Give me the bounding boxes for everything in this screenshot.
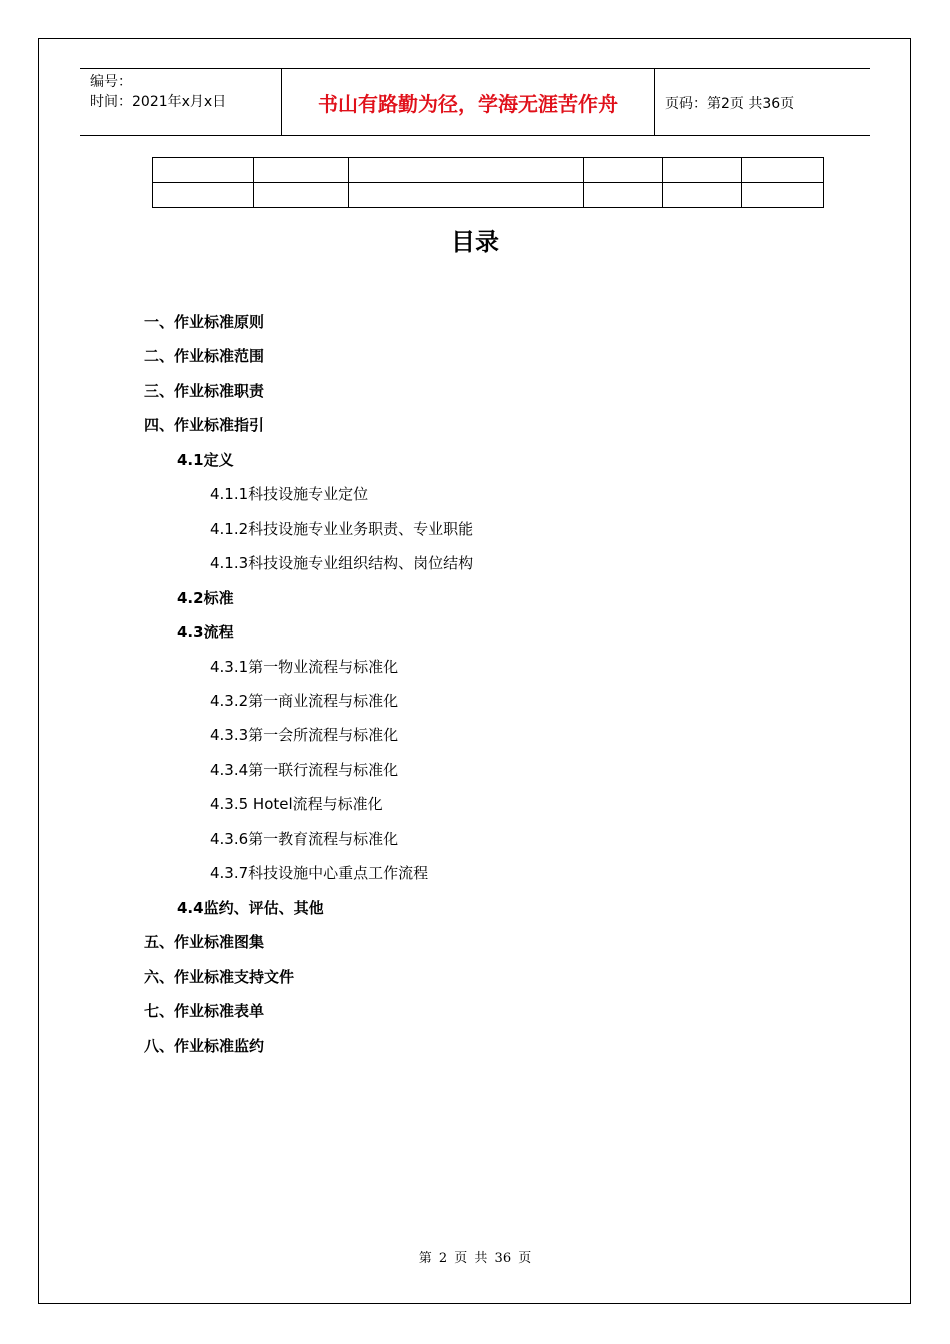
toc-item[interactable]: 4.1.3科技设施专业组织结构、岗位结构 — [210, 554, 474, 572]
toc-item[interactable]: 4.3.2第一商业流程与标准化 — [210, 692, 399, 710]
toc-item[interactable]: 4.1.1科技设施专业定位 — [210, 485, 369, 503]
toc-item[interactable]: 三、作业标准职责 — [144, 382, 265, 400]
table-cell — [742, 158, 824, 183]
page-title: 目录 — [451, 228, 499, 256]
table-cell — [153, 183, 254, 208]
toc-item[interactable]: 4.1.2科技设施专业业务职责、专业职能 — [210, 520, 474, 538]
table-cell — [584, 183, 663, 208]
toc-item[interactable]: 4.3.5 Hotel流程与标准化 — [210, 795, 383, 813]
table-cell — [584, 158, 663, 183]
header-page-number: 页码：第2页 共36页 — [665, 96, 795, 112]
toc-item[interactable]: 4.2标准 — [177, 589, 234, 607]
blank-table — [152, 157, 824, 208]
toc-item[interactable]: 4.3.3第一会所流程与标准化 — [210, 726, 399, 744]
table-cell — [254, 158, 349, 183]
table-cell — [663, 158, 742, 183]
toc-item[interactable]: 四、作业标准指引 — [144, 416, 265, 434]
toc-item[interactable]: 4.3.6第一教育流程与标准化 — [210, 830, 399, 848]
page-footer: 第 2 页 共 36 页 — [418, 1251, 532, 1266]
toc-item[interactable]: 4.4监约、评估、其他 — [177, 899, 324, 917]
header-motto: 书山有路勤为径，学海无涯苦作舟 — [282, 69, 655, 135]
table-row — [153, 158, 824, 183]
toc-item[interactable]: 4.3.1第一物业流程与标准化 — [210, 658, 399, 676]
table-cell — [153, 158, 254, 183]
toc-item[interactable]: 4.3.7科技设施中心重点工作流程 — [210, 864, 429, 882]
toc-item[interactable]: 4.3.4第一联行流程与标准化 — [210, 761, 399, 779]
toc-item[interactable]: 4.1定义 — [177, 451, 234, 469]
header-meta — [80, 69, 282, 135]
toc-item[interactable]: 二、作业标准范围 — [144, 347, 265, 365]
document-date: 时间：2021年x月x日 — [90, 94, 227, 110]
table-row — [153, 183, 824, 208]
table-cell — [254, 183, 349, 208]
document-number: 编号： — [90, 74, 132, 90]
table-cell — [349, 158, 584, 183]
toc-item[interactable]: 4.3流程 — [177, 623, 234, 641]
table-cell — [742, 183, 824, 208]
toc-item[interactable]: 八、作业标准监约 — [144, 1037, 265, 1055]
toc-item[interactable]: 七、作业标准表单 — [144, 1002, 265, 1020]
toc-item[interactable]: 一、作业标准原则 — [144, 313, 265, 331]
document-header — [80, 68, 870, 136]
toc-item[interactable]: 六、作业标准支持文件 — [144, 968, 295, 986]
toc-item[interactable]: 五、作业标准图集 — [144, 933, 265, 951]
table-cell — [663, 183, 742, 208]
table-cell — [349, 183, 584, 208]
